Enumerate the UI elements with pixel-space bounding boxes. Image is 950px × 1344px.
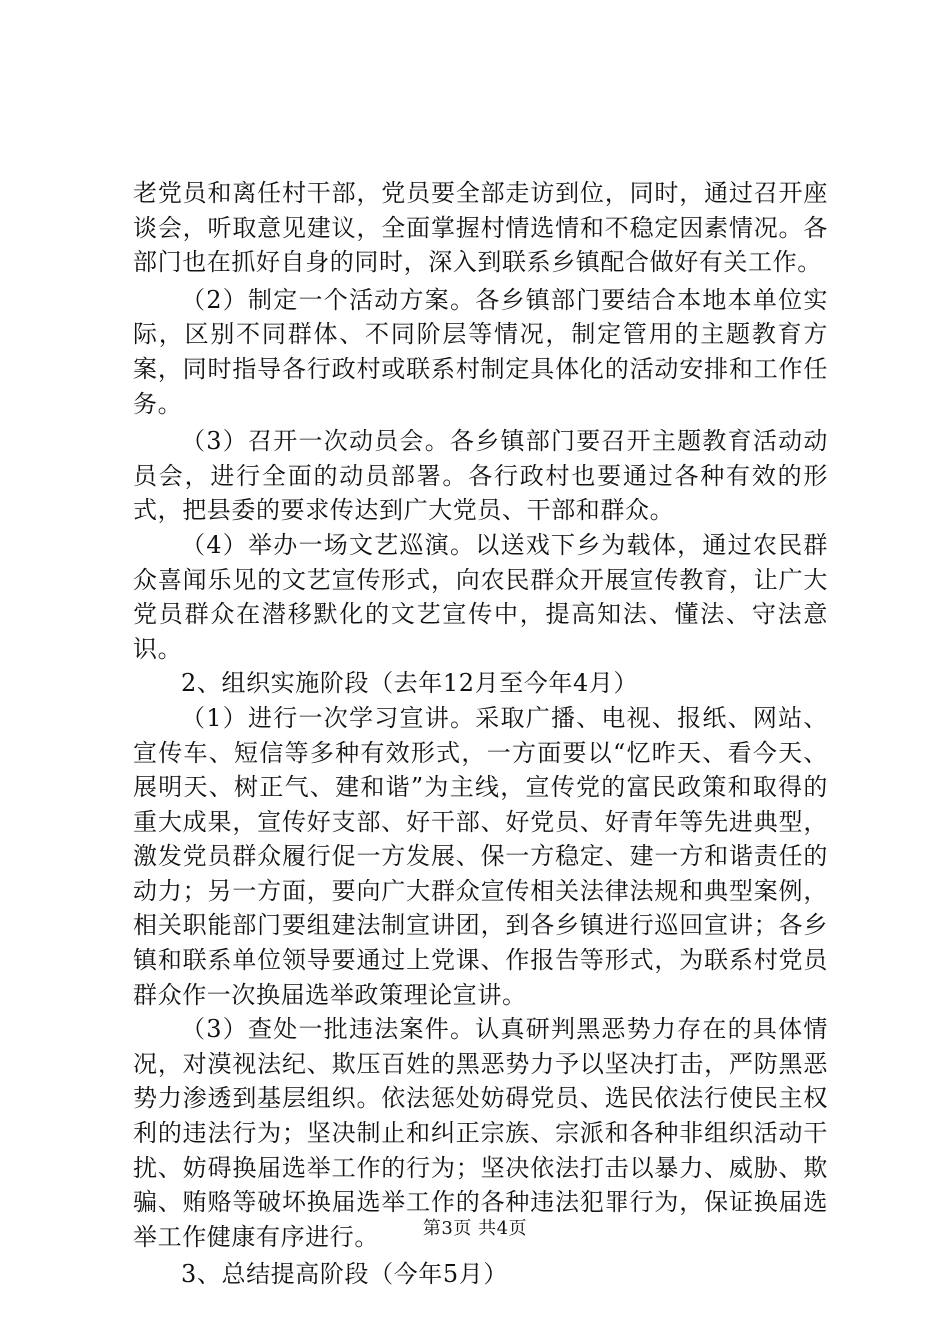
- paragraph-continuation: 老党员和离任村干部，党员要全部走访到位，同时，通过召开座谈会，听取意见建议，全面掌握村情选情和不稳定因素情况。各部门也在抓好自身的同时，深入到联系乡镇配合做好有关工作。: [133, 179, 828, 277]
- page-number-footer: 第3页 共4页: [422, 1218, 528, 1239]
- paragraph-study-lecture: （1）进行一次学习宣讲。采取广播、电视、报纸、网站、宣传车、短信等多种有效形式，一方面要以“忆昨天、看今天、展明天、树正气、建和谐”为主线，宣传党的富民政策和取得的重大成果，宣传好支部、好干部、好党员、好青年等先进典型，激发党员群众履行促一方发展、保一方稳定、建一方和谐责任的动力；另一方面，要向广大群众宣传相关法律法规和典型案例，相关职能部门要组建法制宣讲团，到各乡镇进行巡回宣讲；各乡镇和联系单位领导要通过上党课、作报告等形式，为联系村党员群众作一次换届选举政策理论宣讲。: [133, 703, 828, 1009]
- paragraph-mobilization-meeting: （3）召开一次动员会。各乡镇部门要召开主题教育活动动员会，进行全面的动员部署。各行政村也要通过各种有效的形式，把县委的要求传达到广大党员、干部和群众。: [133, 427, 828, 525]
- section-heading-summary: 3、总结提高阶段（今年5月）: [181, 1260, 508, 1289]
- paragraph-art-tour: （4）举办一场文艺巡演。以送戏下乡为载体，通过农民群众喜闻乐见的文艺宣传形式，向农民群众开展宣传教育，让广大党员群众在潜移默化的文艺宣传中，提高知法、懂法、守法意识。: [133, 530, 828, 663]
- paragraph-activity-plan: （2）制定一个活动方案。各乡镇部门要结合本地本单位实际，区别不同群体、不同阶层等情况，制定管用的主题教育方案，同时指导各行政村或联系村制定具体化的活动安排和工作任务。: [133, 285, 828, 418]
- section-heading-implementation: 2、组织实施阶段（去年12月至今年4月）: [181, 669, 639, 698]
- document-body: [133, 176, 828, 1292]
- paragraph-illegal-cases: （3）查处一批违法案件。认真研判黑恶势力存在的具体情况，对漠视法纪、欺压百姓的黑恶势力予以坚决打击，严防黑恶势力渗透到基层组织。依法惩处妨碍党员、选民依法行使民主权利的违法行为；坚决制止和纠正宗族、宗派和各种非组织活动干扰、妨碍换届选举工作的行为；坚决依法打击以暴力、威胁、欺骗、贿赂等破坏换届选举工作的各种违法犯罪行为，保证换届选举工作健康有序进行。: [133, 1015, 828, 1251]
